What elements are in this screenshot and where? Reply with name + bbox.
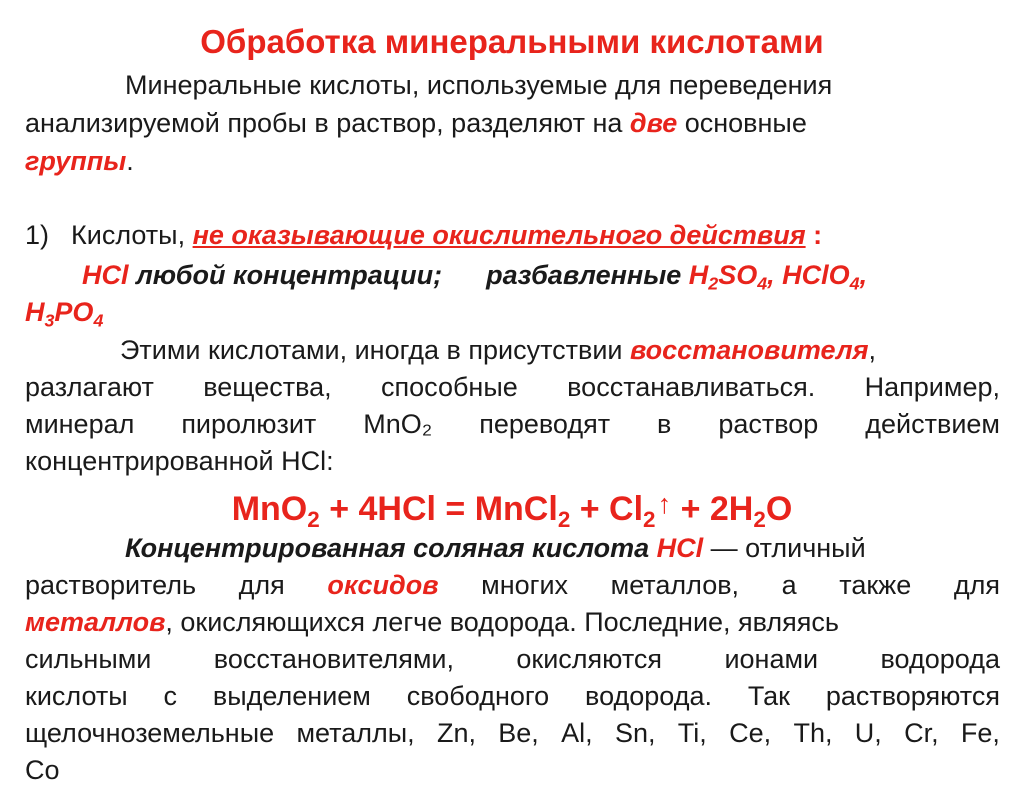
word: также	[839, 570, 912, 600]
para2-line-6	[25, 716, 1000, 750]
acid-separator: ,	[767, 260, 783, 290]
word: а	[781, 570, 797, 600]
word: Fe,	[960, 718, 1000, 748]
item-1-heading: не оказывающие окислительного действия	[192, 220, 806, 250]
item-number: 1)	[25, 220, 50, 250]
word: способные	[381, 372, 518, 402]
word: в	[657, 409, 672, 439]
intro-text: основные	[677, 108, 807, 138]
word: сильными	[25, 644, 152, 674]
para2-line-7	[25, 753, 1000, 787]
word: Ti,	[677, 718, 707, 748]
word: растворитель	[25, 570, 197, 600]
acid-hcl-note: любой концентрации;	[128, 260, 443, 290]
acid-separator: ,	[859, 260, 868, 290]
emphasis-metals: металлов	[25, 607, 166, 637]
acid-hcl: HCl	[82, 260, 129, 290]
emphasis-groups: группы	[25, 146, 127, 176]
word: щелочноземельные	[25, 718, 275, 748]
intro-text: анализируемой пробы в раствор, разделяют на	[25, 108, 630, 138]
emphasis-two: две	[629, 108, 678, 138]
acid-h3po4: $H_3PO_4$	[25, 297, 104, 331]
emphasis-hcl: HCl	[656, 533, 704, 563]
word: переводят	[479, 409, 611, 439]
word: восстанавливаться.	[567, 372, 816, 402]
word: Al,	[561, 718, 593, 748]
para1-line-2	[25, 370, 1000, 404]
para1-line-1	[120, 333, 1000, 367]
reaction-equation: MnO$_2$ + 4HCl = MnCl$_2$ + $Cl_2↑ + 2H_2O$	[0, 483, 1024, 530]
word: многих	[481, 570, 569, 600]
word: Так	[747, 681, 790, 711]
word: металлов,	[610, 570, 740, 600]
word: выделением	[212, 681, 371, 711]
item-label: Кислоты,	[71, 220, 193, 250]
word: ионами	[724, 644, 819, 674]
dilute-label: разбавленные	[486, 260, 689, 290]
acid-hclo4: HClO$_4$	[782, 260, 860, 294]
word: металлы,	[296, 718, 415, 748]
word: водорода	[880, 644, 1000, 674]
word: восстановителями,	[213, 644, 454, 674]
word: окисляются	[516, 644, 663, 674]
intro-line-3	[25, 144, 1000, 178]
para2-line-2	[25, 568, 1000, 602]
slide-title: Обработка минеральными кислотами	[200, 23, 824, 60]
emphasis-conc-hcl: Концентрированная соляная кислота	[125, 533, 657, 563]
para1-line-3	[25, 407, 1000, 441]
intro-line-2	[25, 106, 1000, 140]
acid-h3po4-line	[25, 295, 1000, 329]
para-text: ,	[868, 335, 877, 365]
para-text: концентрированной HCl:	[25, 446, 334, 476]
acid-h2so4: $H_2SO_4$	[688, 260, 768, 294]
word: Zn,	[436, 718, 476, 748]
word: разлагают	[25, 372, 154, 402]
para2-line-1	[125, 531, 1000, 565]
intro-text: .	[126, 146, 134, 176]
emphasis-oxides: оксидов	[327, 570, 439, 600]
para2-line-3	[25, 605, 1000, 639]
word: водорода.	[585, 681, 712, 711]
word: Co	[25, 755, 60, 785]
word: растворяются	[825, 681, 1000, 711]
word: Cr,	[904, 718, 939, 748]
word: действием	[865, 409, 1000, 439]
word: MnO₂	[363, 409, 433, 439]
word: Sn,	[614, 718, 656, 748]
para-text: Этими кислотами, иногда в присутствии	[120, 335, 631, 365]
intro-text: Минеральные кислоты, используемые для переведения	[125, 70, 833, 100]
emphasis-reducer: восстановителя	[630, 335, 869, 365]
word: свободного	[406, 681, 550, 711]
word: кислоты	[25, 681, 128, 711]
para-text: , окисляющихся легче водорода. Последние, являясь	[165, 607, 839, 637]
word: Be,	[498, 718, 539, 748]
acid-list-line	[82, 258, 1000, 292]
para2-line-5	[25, 679, 1000, 713]
word: с	[163, 681, 178, 711]
item-1-heading-line	[25, 218, 1000, 252]
item-1-colon: :	[805, 220, 823, 250]
word: Ce,	[729, 718, 772, 748]
intro-line-1	[125, 68, 1000, 102]
para2-line-4	[25, 642, 1000, 676]
word: Например,	[864, 372, 1000, 402]
gas-arrow-icon: ↑	[657, 488, 672, 519]
word: минерал	[25, 409, 135, 439]
word: раствор	[718, 409, 819, 439]
word: для	[238, 570, 285, 600]
word: пиролюзит	[181, 409, 317, 439]
word: вещества,	[203, 372, 332, 402]
word: U,	[854, 718, 882, 748]
word: для	[953, 570, 1000, 600]
para1-line-4	[25, 444, 1000, 478]
word: Th,	[793, 718, 833, 748]
para-text: — отличный	[703, 533, 866, 563]
